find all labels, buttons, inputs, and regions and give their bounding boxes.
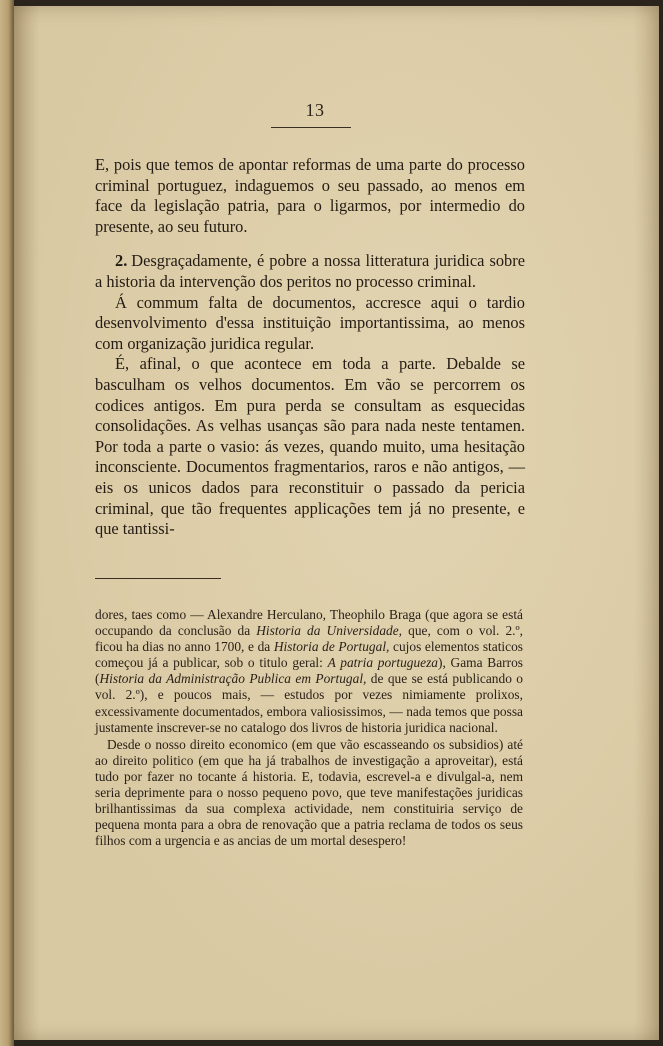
footnote-text: de que se está publicando o vol. 2.º), e poucos mais, — estudos por vezes nimiamente prolixos, excessivamente documentados, embora valiosissimos, — nada temos que possa justamente inscrever-se no catalogo dos livros de historia juridica nacional. — [95, 671, 523, 735]
footnote-italic-title: Historia da Administração Publica em Portugal, — [99, 671, 367, 687]
footnote-italic-title: A patria portugueza — [327, 655, 439, 671]
paragraph-4: É, afinal, o que acontece em toda a parte. Debalde se basculham os velhos documentos. Em vão se percorrem os codices antigos. Em pura perda se consultam as esquecidas consolidações. As velhas usanças são para nada neste tentamen. Por toda a parte o vasio: ás vezes, quando muito, uma hesitação inconsciente. Documentos fragmentarios, raros e não antigos, — eis os unicos dados para reconstituir o passado da pericia criminal, que tão frequentes applicações tem já no presente, e que tantissi- — [95, 354, 525, 539]
footnote-rule — [95, 578, 221, 579]
footnote-text: dores, taes como — Alexandre Herculano, Theophilo Braga (que agora se está occupando da conclusão da — [95, 607, 523, 639]
footnote-paragraph-1 — [95, 607, 523, 736]
footnote-text: que, com o vol. 2.º, ficou ha dias no anno 1700, e da — [95, 623, 523, 655]
book-spine-edge — [0, 0, 14, 1046]
paragraph-number: 2. — [115, 251, 128, 271]
page-number: 13 — [305, 100, 325, 120]
footnote-text: ), Gama Barros ( — [95, 655, 523, 687]
footnote-italic-title: Historia da Universidade, — [256, 623, 403, 639]
footnote — [95, 607, 523, 849]
paragraph-2 — [95, 251, 525, 292]
footnote-paragraph-2: Desde o nosso direito economico (em que vão escasseando os subsidios) até ao direito politico (em que ha já trabalhos de investigação a aproveitar), está tudo por fazer no tocante á historia. E, todavia, escrevel-a e divulgal-a, nem seria deprimente para o nosso pequeno povo, que teve manifestações juridicas brilhantissimas da sua complexa actividade, nem constituiria serviço de pequena monta para a obra de renovação que a patria reclama de todos os seus filhos com a urgencia e as ancias de um mortal desespero! — [95, 736, 523, 849]
footnote-italic-title: Historia de Portugal, — [273, 639, 390, 655]
page-number-rule — [271, 127, 351, 128]
footnote-text: cujos elementos staticos começou já a publicar, sob o titulo geral: — [95, 639, 523, 671]
paragraph-2-text: Desgraçadamente, é pobre a nossa litteratura juridica sobre a historia da intervenção dos peritos no processo criminal. — [95, 251, 525, 291]
paragraph-3: Á commum falta de documentos, accresce aqui o tardio desenvolvimento d'essa instituição importantissima, ao menos com organização juridica regular. — [95, 292, 525, 353]
main-text — [95, 155, 525, 540]
paragraph-intro: E, pois que temos de apontar reformas de uma parte do processo criminal portuguez, indaguemos o seu passado, ao menos em face da legislação patria, para o ligarmos, por intermedio do presente, ao seu futuro. — [95, 155, 525, 236]
